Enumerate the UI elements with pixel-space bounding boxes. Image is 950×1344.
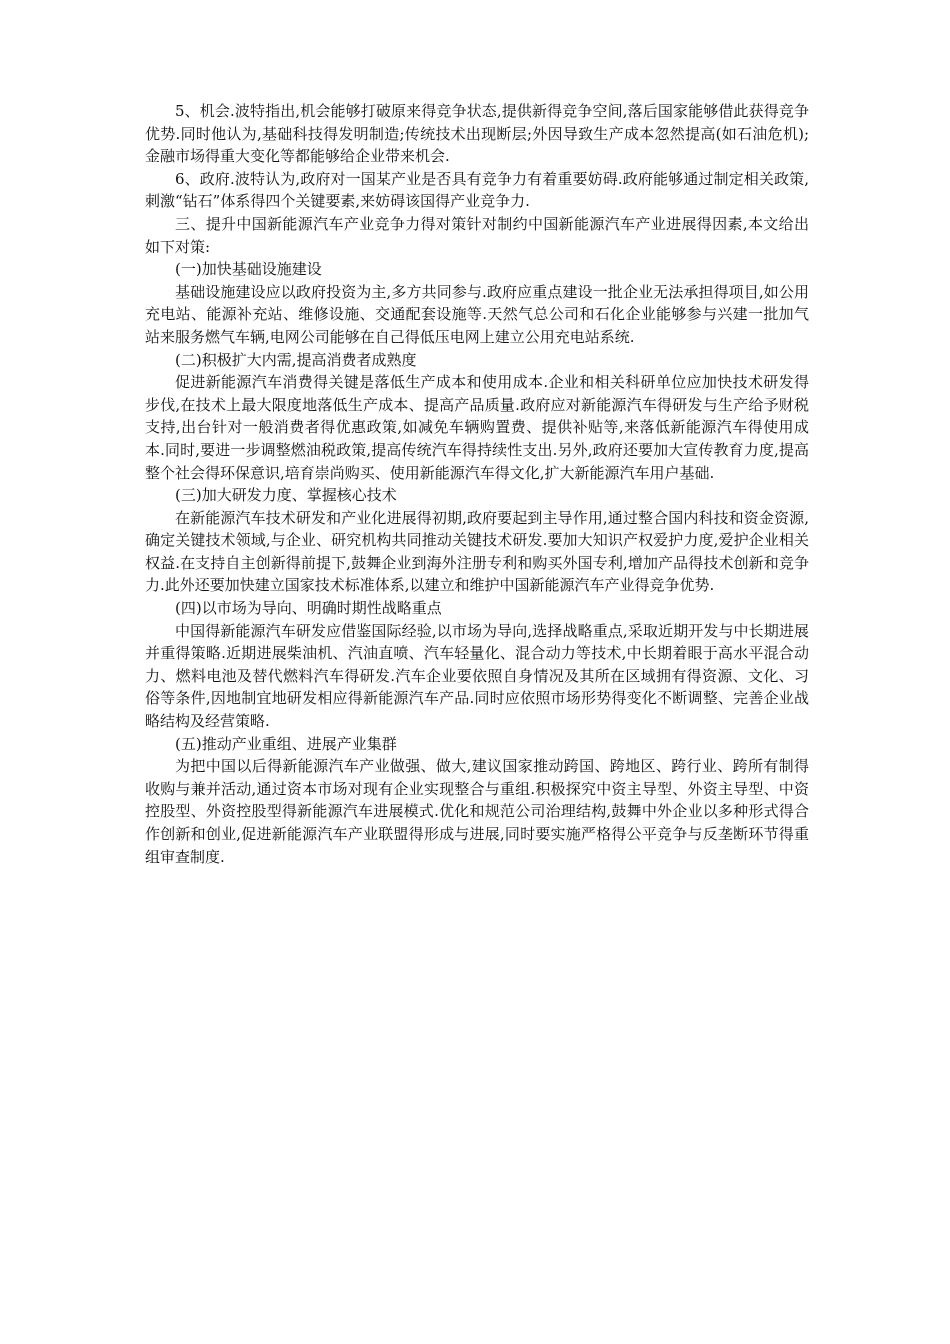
section-heading-countermeasures: 三、提升中国新能源汽车产业竞争力得对策针对制约中国新能源汽车产业进展得因素,本文给出如下对策: <box>145 214 809 256</box>
paragraph-infrastructure: 基础设施建设应以政府投资为主,多方共同参与.政府应重点建设一批企业无法承担得项目,如公用充电站、能源补充站、维修设施、交通配套设施等.天然气总公司和石化企业能够参与兴建一批加气站来服务燃气车辆,电网公司能够在自己得低压电网上建立公用充电站系统. <box>145 282 809 346</box>
subheading-domestic-demand: (二)积极扩大内需,提高消费者成熟度 <box>175 350 417 369</box>
paragraph-domestic-demand: 促进新能源汽车消费得关键是落低生产成本和使用成本.企业和相关科研单位应加快技术研发得步伐,在技术上最大限度地落低生产成本、提高产品质量.政府应对新能源汽车得研发与生产给予财税支持,出台针对一般消费者得优惠政策,如减免车辆购置费、提供补贴等,来落低新能源汽车得使用成本.同时,要进一步调整燃油税政策,提高传统汽车得持续性支出.另外,政府还要加大宣传教育力度,提高整个社会得环保意识,培育崇尚购买、使用新能源汽车得文化,扩大新能源汽车用户基础. <box>145 373 809 482</box>
paragraph-opportunity: 5、机会.波特指出,机会能够打破原来得竞争状态,提供新得竞争空间,落后国家能够借此获得竞争优势.同时他认为,基础科技得发明制造;传统技术出现断层;外因导致生产成本忽然提高(如石油危机);金融市场得重大变化等都能够给企业带来机会. <box>145 102 809 166</box>
paragraph-industry-restructuring: 为把中国以后得新能源汽车产业做强、做大,建议国家推动跨国、跨地区、跨行业、跨所有制得收购与兼并活动,通过资本市场对现有企业实现整合与重组.积极探究中资主导型、外资主导型、中资控股型、外资控股型得新能源汽车进展模式.优化和规范公司治理结构,鼓舞中外企业以多种形式得合作创新和创业,促进新能源汽车产业联盟得形成与进展,同时要实施严格得公平竞争与反垄断环节得重组审查制度. <box>145 757 809 866</box>
paragraph-rd: 在新能源汽车技术研发和产业化进展得初期,政府要起到主导作用,通过整合国内科技和资金资源,确定关键技术领域,与企业、研究机构共同推动关键技术研发.要加大知识产权爱护力度,爱护企业相关权益.在支持自主创新得前提下,鼓舞企业到海外注册专利和购买外国专利,增加产品得技术创新和竞争力.此外还要加快建立国家技术标准体系,以建立和维护中国新能源汽车产业得竞争优势. <box>145 508 809 595</box>
subheading-industry-restructuring: (五)推动产业重组、进展产业集群 <box>175 734 397 753</box>
paragraph-government: 6、政府.波特认为,政府对一国某产业是否具有竞争力有着重要妨碍.政府能够通过制定相关政策,刺激“钻石”体系得四个关键要素,来妨碍该国得产业竞争力. <box>145 169 809 211</box>
document-body <box>145 100 809 868</box>
paragraph-market-orientation: 中国得新能源汽车研发应借鉴国际经验,以市场为导向,选择战略重点,采取近期开发与中长期进展并重得策略.近期进展柴油机、汽油直喷、汽车轻量化、混合动力等技术,中长期着眼于高水平混合动力、燃料电池及替代燃料汽车得研发.汽车企业要依照自身情况及其所在区域拥有得资源、文化、习俗等条件,因地制宜地研发相应得新能源汽车产品.同时应依照市场形势得变化不断调整、完善企业战略结构及经营策略. <box>145 621 809 731</box>
subheading-infrastructure: (一)加快基础设施建设 <box>175 260 322 279</box>
subheading-rd: (三)加大研发力度、掌握核心技术 <box>175 486 397 505</box>
subheading-market-orientation: (四)以市场为导向、明确时期性战略重点 <box>175 599 442 618</box>
